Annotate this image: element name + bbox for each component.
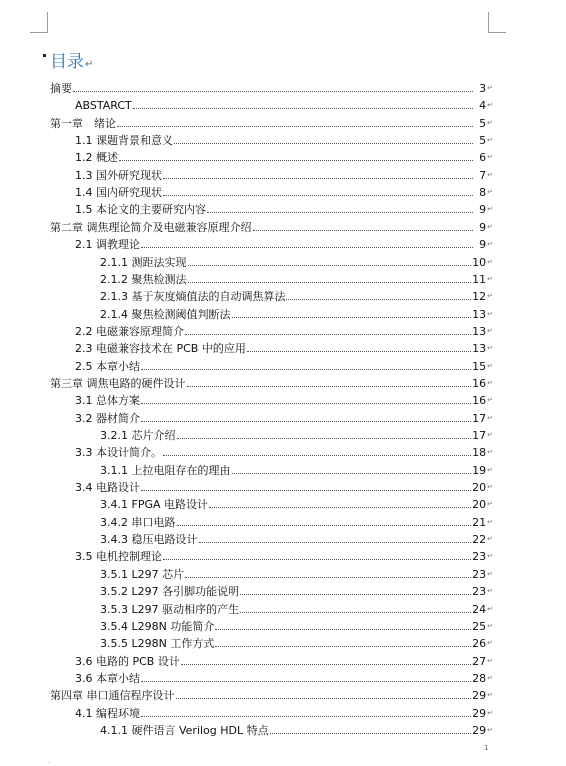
toc-dot-leader bbox=[286, 299, 471, 300]
toc-entry-page-number: 13 bbox=[472, 342, 487, 356]
toc-dot-leader bbox=[73, 91, 473, 92]
toc-entry[interactable] bbox=[100, 307, 493, 321]
paragraph-mark-icon: ↵ bbox=[487, 691, 493, 700]
paragraph-mark-icon: ↵ bbox=[487, 118, 493, 127]
paragraph-mark-icon: ↵ bbox=[487, 240, 493, 249]
toc-entry-page-number: 12 bbox=[472, 290, 487, 304]
toc-dot-leader bbox=[185, 334, 471, 335]
paragraph-mark-icon: ↵ bbox=[487, 101, 493, 110]
toc-entry-page-number: 17 bbox=[472, 411, 487, 425]
paragraph-mark-icon: ↵ bbox=[487, 639, 493, 648]
paragraph-mark-icon: ↵ bbox=[487, 535, 493, 544]
toc-entry-title: 3.2 器材简介 bbox=[75, 411, 140, 425]
toc-entry[interactable] bbox=[75, 202, 493, 216]
toc-entry[interactable] bbox=[50, 81, 493, 95]
toc-entry-title: 3.5.5 L298N 工作方式 bbox=[100, 637, 215, 651]
paragraph-mark-icon: ↵ bbox=[487, 431, 493, 439]
toc-entry-title: 3.4 电路设计 bbox=[75, 481, 140, 495]
toc-dot-leader bbox=[141, 421, 471, 422]
toc-entry-title: 2.1.1 测距法实现 bbox=[100, 255, 187, 269]
toc-entry-title: 3.5.2 L297 各引脚功能说明 bbox=[100, 585, 240, 599]
toc-entry-title: 3.6 电路的 PCB 设计 bbox=[75, 654, 180, 668]
toc-entry-page-number: 10 bbox=[472, 255, 487, 269]
toc-entry-title: 3.4.1 FPGA 电路设计 bbox=[100, 498, 208, 512]
footer-page-number: 1 bbox=[484, 744, 489, 752]
toc-entry-page-number: 13 bbox=[472, 307, 487, 321]
toc-entry[interactable] bbox=[100, 289, 493, 303]
toc-entry-page-number: 29 bbox=[472, 706, 487, 720]
toc-entry-page-number: 3 bbox=[479, 82, 487, 95]
paragraph-mark-icon: ↵ bbox=[487, 136, 493, 145]
toc-entry-title: 2.3 电磁兼容技术在 PCB 中的应用 bbox=[75, 342, 246, 356]
toc-entry-page-number: 28 bbox=[472, 671, 487, 685]
paragraph-mark-icon: ↵ bbox=[487, 205, 493, 214]
toc-entry[interactable] bbox=[50, 688, 493, 702]
toc-entry-title: 1.4 国内研究现状 bbox=[75, 186, 162, 200]
toc-entry-title: 3.5.1 L297 芯片 bbox=[100, 567, 185, 581]
toc-entry-title: 2.1.2 聚焦检测法 bbox=[100, 272, 187, 286]
toc-dot-leader bbox=[117, 126, 473, 127]
toc-entry-page-number: 23 bbox=[472, 585, 487, 599]
toc-entry[interactable] bbox=[100, 497, 493, 511]
toc-dot-leader bbox=[188, 282, 472, 283]
paragraph-mark-icon: ↵ bbox=[487, 465, 493, 474]
toc-entry[interactable] bbox=[75, 324, 493, 338]
toc-entry[interactable] bbox=[75, 445, 493, 459]
toc-entry-title: 第二章 调焦理论简介及电磁兼容原理介绍 bbox=[50, 220, 252, 234]
toc-entry[interactable] bbox=[75, 549, 493, 563]
paragraph-mark-icon: ↵ bbox=[487, 309, 493, 318]
toc-entry-title: 第一章 绪论 bbox=[50, 116, 116, 130]
toc-entry-title: 2.5 本章小结 bbox=[75, 359, 140, 373]
toc-entry-title: 3.5.4 L298N 功能简介 bbox=[100, 619, 215, 633]
paragraph-mark-icon: ↵ bbox=[487, 361, 493, 370]
toc-entry[interactable] bbox=[75, 654, 493, 668]
paragraph-mark-icon: ↵ bbox=[487, 725, 493, 734]
toc-dot-leader bbox=[177, 525, 472, 526]
toc-entry-page-number: 17 bbox=[472, 429, 487, 442]
toc-entry-page-number: 7 bbox=[479, 168, 487, 182]
toc-entry[interactable] bbox=[75, 671, 493, 685]
toc-entry-title: 1.1 课题背景和意义 bbox=[75, 134, 173, 148]
toc-entry-page-number: 8 bbox=[479, 186, 487, 200]
paragraph-mark-icon: ↵ bbox=[487, 656, 493, 665]
toc-entry-page-number: 27 bbox=[472, 654, 487, 668]
toc-entry-page-number: 21 bbox=[472, 515, 487, 529]
toc-dot-leader bbox=[207, 212, 473, 213]
toc-entry-page-number: 15 bbox=[472, 359, 487, 373]
toc-entry-title: 2.1 调教理论 bbox=[75, 238, 140, 252]
paragraph-mark-icon: ↵ bbox=[487, 188, 493, 197]
toc-entry[interactable] bbox=[50, 116, 493, 130]
paragraph-mark-icon: ↵ bbox=[487, 500, 493, 509]
toc-dot-leader bbox=[119, 160, 473, 161]
toc-entry-title: 3.3 本设计简介。 bbox=[75, 446, 162, 460]
paragraph-mark-icon: ↵ bbox=[487, 222, 493, 231]
toc-dot-leader bbox=[247, 351, 471, 352]
toc-entry-title: 4.1.1 硬件语言 Verilog HDL 特点 bbox=[100, 723, 269, 737]
paragraph-mark-icon: ↵ bbox=[487, 604, 493, 613]
toc-dot-leader bbox=[253, 230, 474, 231]
toc-entry-page-number: 22 bbox=[472, 533, 487, 547]
toc-dot-leader bbox=[215, 629, 471, 630]
toc-entry-title: ABSTARCT bbox=[75, 99, 132, 113]
toc-entry-page-number: 11 bbox=[472, 272, 487, 286]
paragraph-mark-icon: ↵ bbox=[487, 517, 493, 526]
paragraph-mark-icon: ↵ bbox=[487, 378, 493, 387]
toc-entry-page-number: 9 bbox=[479, 220, 487, 234]
toc-entry-page-number: 19 bbox=[472, 463, 487, 477]
pilcrow-icon: ↵ bbox=[85, 59, 94, 70]
paragraph-mark-icon: ↵ bbox=[487, 396, 493, 405]
toc-entry-title: 1.2 概述 bbox=[75, 151, 118, 165]
toc-dot-leader bbox=[232, 317, 472, 318]
toc-entry-page-number: 16 bbox=[472, 394, 487, 408]
toc-entry[interactable] bbox=[100, 532, 493, 546]
toc-entry-page-number: 23 bbox=[472, 550, 487, 564]
toc-entry-title: 第三章 调焦电路的硬件设计 bbox=[50, 376, 186, 390]
toc-dot-leader bbox=[176, 698, 472, 699]
toc-entry-page-number: 18 bbox=[472, 446, 487, 460]
toc-dot-leader bbox=[141, 247, 473, 248]
toc-entry-title: 3.5 电机控制理论 bbox=[75, 550, 162, 564]
toc-entry[interactable] bbox=[100, 515, 493, 529]
paragraph-mark-icon: ↵ bbox=[487, 552, 493, 561]
toc-dot-leader bbox=[240, 594, 471, 595]
paragraph-mark-icon: ↵ bbox=[487, 569, 493, 578]
toc-entry[interactable] bbox=[75, 393, 493, 407]
toc-dot-leader bbox=[187, 386, 472, 387]
toc-entry[interactable] bbox=[50, 376, 493, 390]
paragraph-mark-icon: ↵ bbox=[487, 708, 493, 717]
toc-entry-title: 摘要 bbox=[50, 82, 72, 95]
toc-entry-page-number: 6 bbox=[479, 151, 487, 165]
toc-entry-page-number: 5 bbox=[479, 134, 487, 148]
toc-entry-title: 1.3 国外研究现状 bbox=[75, 168, 162, 182]
toc-entry[interactable] bbox=[100, 723, 493, 737]
paragraph-mark-icon: ↵ bbox=[487, 673, 493, 682]
toc-entry-title: 3.2.1 芯片介绍 bbox=[100, 429, 176, 442]
toc-entry-page-number: 26 bbox=[472, 637, 487, 651]
paragraph-mark-icon: ↵ bbox=[487, 483, 493, 492]
toc-entry-title: 3.4.2 串口电路 bbox=[100, 515, 176, 529]
toc-entry-page-number: 24 bbox=[472, 602, 487, 616]
toc-entry-title: 1.5 本论文的主要研究内容 bbox=[75, 203, 206, 217]
footer-paragraph-mark: . bbox=[48, 758, 50, 765]
toc-entry-title: 2.1.4 聚焦检测阈值判断法 bbox=[100, 307, 231, 321]
toc-entry[interactable] bbox=[75, 133, 493, 147]
toc-entry[interactable] bbox=[100, 255, 493, 269]
toc-dot-leader bbox=[209, 507, 471, 508]
toc-entry[interactable] bbox=[75, 237, 493, 251]
toc-entry-page-number: 25 bbox=[472, 619, 487, 633]
paragraph-mark-icon: ↵ bbox=[487, 413, 493, 422]
toc-entry[interactable] bbox=[75, 341, 493, 355]
paragraph-mark-icon: ↵ bbox=[487, 292, 493, 301]
toc-dot-leader bbox=[199, 542, 472, 543]
toc-entry[interactable] bbox=[100, 463, 493, 477]
toc-dot-leader bbox=[270, 733, 471, 734]
toc-dot-leader bbox=[141, 490, 471, 491]
toc-dot-leader bbox=[232, 473, 472, 474]
toc-entry-title: 2.1.3 基于灰度熵值法的自动调焦算法 bbox=[100, 290, 286, 304]
paragraph-mark-icon: ↵ bbox=[487, 274, 493, 283]
toc-entry[interactable] bbox=[75, 150, 493, 164]
toc-entry-title: 4.1 编程环境 bbox=[75, 706, 140, 720]
paragraph-mark-icon: ↵ bbox=[487, 170, 493, 179]
toc-entry[interactable] bbox=[100, 428, 493, 442]
toc-dot-leader bbox=[177, 438, 472, 439]
toc-entry[interactable] bbox=[75, 411, 493, 425]
toc-dot-leader bbox=[174, 143, 473, 144]
paragraph-mark-icon: ↵ bbox=[487, 84, 493, 92]
toc-entry[interactable] bbox=[75, 185, 493, 199]
toc-heading-text: 目录 bbox=[50, 52, 84, 72]
toc-entry[interactable] bbox=[75, 168, 493, 182]
toc-dot-leader bbox=[133, 108, 473, 109]
toc-entry-page-number: 16 bbox=[472, 376, 487, 390]
toc-entry[interactable] bbox=[100, 272, 493, 286]
toc-entry[interactable] bbox=[100, 619, 493, 633]
toc-entry[interactable] bbox=[75, 359, 493, 373]
toc-dot-leader bbox=[163, 195, 473, 196]
paragraph-mark-icon: ↵ bbox=[487, 153, 493, 162]
paragraph-mark-icon: ↵ bbox=[487, 326, 493, 335]
toc-entry-title: 3.5.3 L297 驱动相序的产生 bbox=[100, 602, 240, 616]
toc-entry-title: 3.6 本章小结 bbox=[75, 671, 140, 685]
toc-entry[interactable] bbox=[75, 480, 493, 494]
toc-entry-title: 2.2 电磁兼容原理简介 bbox=[75, 324, 184, 338]
toc-dot-leader bbox=[188, 265, 472, 266]
toc-entry-page-number: 5 bbox=[479, 116, 487, 130]
toc-entry-title: 3.1 总体方案 bbox=[75, 394, 140, 408]
toc-entry[interactable] bbox=[75, 706, 493, 720]
toc-entry[interactable] bbox=[50, 220, 493, 234]
toc-dot-leader bbox=[185, 577, 471, 578]
toc-dot-leader bbox=[141, 716, 471, 717]
paragraph-mark-icon: ↵ bbox=[487, 344, 493, 353]
toc-dot-leader bbox=[215, 646, 471, 647]
toc-entry-page-number: 4 bbox=[479, 99, 487, 113]
toc-entry-page-number: 20 bbox=[472, 481, 487, 495]
toc-entry-page-number: 23 bbox=[472, 567, 487, 581]
toc-entry-page-number: 29 bbox=[472, 689, 487, 703]
toc-dot-leader bbox=[163, 455, 471, 456]
paragraph-mark-icon: ↵ bbox=[487, 587, 493, 596]
toc-dot-leader bbox=[163, 178, 473, 179]
paragraph-mark-icon: ↵ bbox=[487, 448, 493, 457]
toc-entry-page-number: 13 bbox=[472, 324, 487, 338]
toc-entry[interactable] bbox=[100, 636, 493, 650]
paragraph-mark-icon: ↵ bbox=[487, 621, 493, 630]
toc-entry-page-number: 9 bbox=[479, 238, 487, 252]
toc-entry[interactable] bbox=[100, 584, 493, 598]
toc-entry[interactable] bbox=[100, 602, 493, 616]
toc-entry-title: 3.4.3 稳压电路设计 bbox=[100, 533, 198, 547]
toc-entry-page-number: 29 bbox=[472, 723, 487, 737]
toc-entry-title: 第四章 串口通信程序设计 bbox=[50, 689, 175, 703]
toc-entry[interactable] bbox=[75, 98, 493, 112]
toc-entry-page-number: 9 bbox=[479, 203, 487, 217]
toc-dot-leader bbox=[141, 403, 471, 404]
toc-dot-leader bbox=[141, 681, 471, 682]
toc-dot-leader bbox=[141, 369, 471, 370]
toc-entry-page-number: 20 bbox=[472, 498, 487, 512]
toc-entry-title: 3.1.1 上拉电阻存在的理由 bbox=[100, 463, 231, 477]
paragraph-mark-icon: ↵ bbox=[487, 257, 493, 266]
toc-dot-leader bbox=[181, 664, 471, 665]
toc-dot-leader bbox=[163, 559, 471, 560]
toc-dot-leader bbox=[240, 612, 471, 613]
toc-entry[interactable] bbox=[100, 567, 493, 581]
